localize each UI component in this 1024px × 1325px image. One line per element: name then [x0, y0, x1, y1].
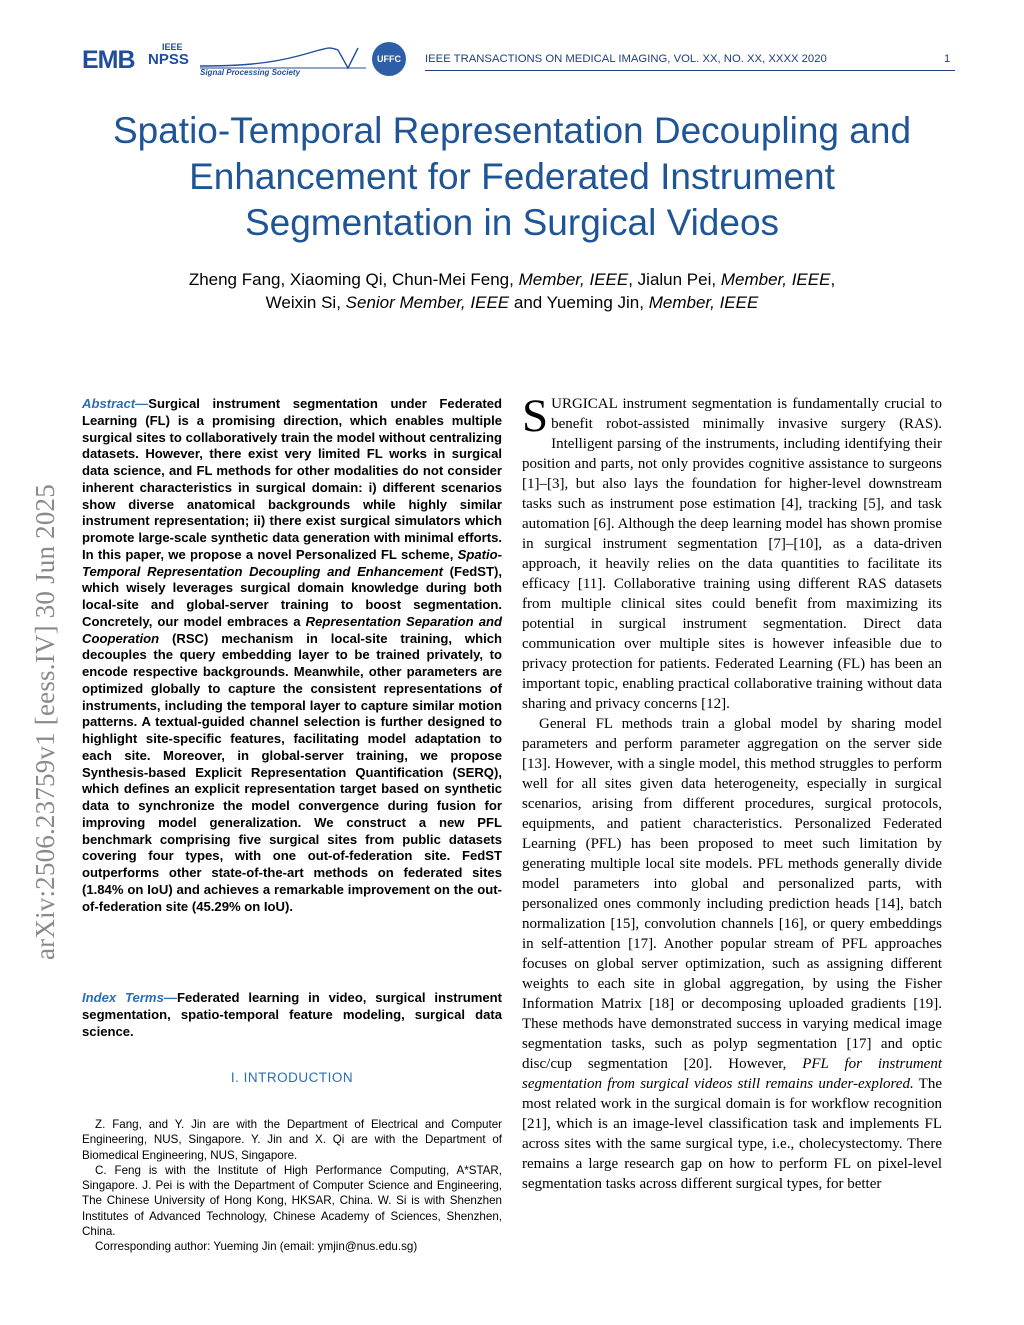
section-heading-introduction: I. INTRODUCTION [230, 1070, 354, 1085]
page-number: 1 [944, 53, 951, 65]
index-terms [82, 990, 502, 1040]
index-terms-label: Index Terms— [82, 990, 177, 1005]
author-role-2: Member, IEEE [720, 270, 831, 289]
author-role-3: Senior Member, IEEE [345, 293, 510, 312]
author-list: Zheng Fang, Xiaoming Qi, Chun-Mei Feng, Member, IEEE, Jialun Pei, Member, IEEE, Weixin Si, Senior Member, IEEE and Yueming Jin, Member, IEEE [188, 270, 836, 312]
author-role-1: Member, IEEE [518, 270, 629, 289]
npss-logo [148, 42, 190, 67]
emb-logo: EMB [82, 46, 135, 74]
author-group-2: , Jialun Pei, [628, 270, 717, 289]
abstract-label: Abstract— [82, 396, 149, 411]
drop-cap: S [522, 390, 549, 442]
abstract-text-3: (RSC) mechanism in local-site training, which decouples the query embedding layer to be trained privately, to encode respective backgrounds. Meanwhile, other parameters are optimized globally to capture the consistent representations of instruments, including the temporal layer to capture similar motion patterns. A textual-guided channel selection is further designed to highlight site-specific features, facilitating model adaptation to each site. Moreover, in global-server training, we propose Synthesis-based Explicit Representation Quantification (SERQ), which defines an explicit representation target based on synthetic data to synchronize the model convergence during fusion for improving model generalization. We construct a new PFL benchmark comprising five surgical sites from public datasets covering four types, with one out-of-federation site. FedST outperforms other state-of-the-art methods on federated sites (1.84% on IoU) and achieves a remarkable improvement on the out-of-federation site (45.29% on IoU). [82, 630, 502, 914]
abstract-text-2: (FedST), which wisely leverages surgical domain knowledge during both local-site and global-server training to boost segmentation. Concretely, our model embraces a [82, 563, 502, 629]
journal-header: IEEE TRANSACTIONS ON MEDICAL IMAGING, VOL. XX, NO. XX, XXXX 2020 [425, 53, 827, 65]
footnote-2: C. Feng is with the Institute of High Performance Computing, A*STAR, Singapore. J. Pei is with the Department of Computer Science and Engineering, The Chinese University of Hong Kong, HKSAR, China. W. Si is with Shenzhen Institutes of Advanced Technology, Chinese Academy of Sciences, Shenzhen, China. [82, 1163, 502, 1239]
abstract-text-1: Surgical instrument segmentation under Federated Learning (FL) is a promising direction, which enables multiple surgical sites to collaboratively train the model without centralizing datasets. However, there exist very limited FL works in surgical data science, and FL methods for other modalities do not consider inherent characteristics in surgical domain: i) different scenarios show diverse anatomical backgrounds while highly similar instrument representation; ii) there exist surgical simulators which promote large-scale synthetic data generation with minimal efforts. In this paper, we propose a novel Personalized FL scheme, [82, 396, 502, 562]
intro-paragraph-2-text-a: General FL methods train a global model by sharing model parameters and perform parameter aggregation on the server side [13]. However, with a single model, this method struggles to perform well for all sites given data heterogeneity, especially in surgical scenarios, arising from different procedures, surgical protocols, equipments, and patient characteristics. Personalized Federated Learning (PFL) has been proposed to meet such limitation by generating multiple local site models. PFL methods generally divide model parameters into global and personalized parts, with personalized ones commonly including prediction heads [14], batch normalization [15], convolution channels [16], or query embeddings in self-attention [17]. Another popular stream of PFL approaches focuses on global server optimization, such as assigning different weights to each site in global aggregation, by using the Fisher Information Matrix [18] or decomposing uploaded gradients [19]. These methods have demonstrated success in varying medical image segmentation tasks, such as polyp segmentation [17] and optic disc/cup segmentation [20]. However, [522, 716, 942, 1072]
author-group-3: Weixin Si, [265, 293, 341, 312]
intro-paragraph-1-text: URGICAL instrument segmentation is fundamentally crucial to benefit robot-assisted minimally invasive surgery (RAS). Intelligent parsing of the instruments, including identifying their position and parts, not only provides cognitive assistance to surgeons [1]–[3], but also lays the foundation for higher-level downstream tasks such as instrument pose estimation [4], tracking [5], and task automation [6]. Although the deep learning model has shown promise in surgical instrument segmentation [7]–[10], as a data-driven approach, it heavily relies on the data quantities to facilitate its efficacy [11]. Collaborative training using different RAS datasets from multiple clinical sites could benefit from maximizing its potential in surgical instrument segmentation. Direct data communication over multiple sites is however infeasible due to privacy protection for patients. Federated Learning (FL) has been an important topic, enabling practical collaborative training without data sharing and privacy concerns [12]. [522, 396, 942, 712]
paper-title: Spatio-Temporal Representation Decoupling and Enhancement for Federated Instrument Segmentation in Surgical Videos [112, 110, 912, 243]
sps-logo-text: Signal Processing Society [200, 68, 301, 77]
intro-paragraph-2-text-b: The most related work in the surgical domain is for workflow recognition [21], which is an image-level classification task and implements FL across sites with the same surgical type, i.e., cholecystectomy. There remains a large research gap on how to perform FL on pixel-level segmentation tasks across different surgical types, for better [522, 1076, 942, 1192]
introduction-body [522, 390, 942, 1194]
abstract-emphasis-2: Representation Separation and Cooperation [82, 613, 502, 646]
author-group-4: and Yueming Jin, [513, 293, 644, 312]
publisher-logos [82, 40, 422, 80]
abstract-emphasis-1: Spatio-Temporal Representation Decoupling and Enhancement [82, 546, 502, 579]
author-role-4: Member, IEEE [648, 293, 759, 312]
index-terms-text: Federated learning in video, surgical instrument segmentation, spatio-temporal feature modeling, surgical data science. [82, 990, 502, 1039]
author-group-1: Zheng Fang, Xiaoming Qi, Chun-Mei Feng, [188, 270, 514, 289]
affiliation-footnotes [82, 1117, 502, 1255]
npss-logo-ieee: IEEE [162, 42, 183, 52]
intro-paragraph-2 [522, 714, 942, 1194]
footnote-1: Z. Fang, and Y. Jin are with the Department of Electrical and Computer Engineering, NUS, Singapore. Y. Jin and X. Qi are with the Department of Biomedical Engineering, NUS, Singapore. [82, 1118, 502, 1162]
header-rule [425, 70, 955, 71]
footnote-3: Corresponding author: Yueming Jin (email: ymjin@nus.edu.sg) [95, 1240, 418, 1254]
npss-logo-text: NPSS [148, 51, 189, 68]
intro-paragraph-1 [522, 390, 942, 714]
uffc-logo: UFFC [372, 42, 406, 76]
abstract [82, 396, 502, 915]
intro-paragraph-2-emphasis: PFL for instrument segmentation from surgical videos still remains under-explored. [522, 1056, 942, 1092]
signal-processing-society-logo [198, 44, 368, 80]
arxiv-stamp: arXiv:2506.23759v1 [eess.IV] 30 Jun 2025 [30, 484, 60, 960]
